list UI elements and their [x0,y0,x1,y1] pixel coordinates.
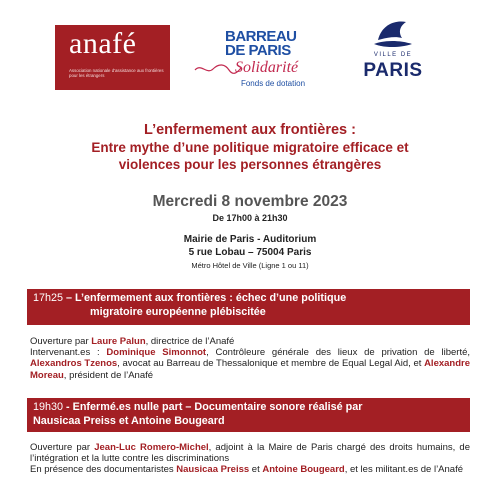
session-2-details [30,442,470,476]
session-1-title-line1: – L’enfermement aux frontières : échec d’une politique [63,292,347,304]
session-1-opening [30,336,470,347]
session-1-speakers-prefix: Intervenant.es : [30,347,107,359]
barreau-logo-fonds: Fonds de dotation [240,79,306,88]
session-2-opening [30,442,470,464]
title-line-1: L’enfermement aux frontières : [144,122,356,138]
session-1-time: 17h25 [33,292,64,304]
anafe-logo [55,25,170,90]
session-2-opening-suffix: , adjoint à la Maire de Paris chargé des droits humains, de l’intégration et la lutte contre les discriminations [30,442,470,465]
session-2-presence-name-1: Nausicaa Preiss [176,464,250,476]
event-date: Mercredi 8 novembre 2023 [152,193,348,210]
event-title [0,122,500,173]
session-2-band [27,398,470,432]
barreau-logo [193,27,353,92]
session-2-title-line1: - Enfermé.es nulle part – Documentaire sonore réalisé par [63,401,363,413]
paris-logo-small: VILLE DE [373,52,413,58]
session-1-speaker-2-role: , avocat au Barreau de Thessalonique et membre de Equal Legal Aid, et [117,358,425,370]
venue-metro: Métro Hôtel de Ville (Ligne 1 ou 11) [191,261,309,270]
session-1-speakers [30,347,470,381]
session-2-presence-suffix: , et les militant.es de l’Anafé [344,464,464,476]
paris-logo-big: PARIS [363,60,423,81]
session-1-speaker-2: Alexandros Tzenos [30,358,118,370]
session-2-opening-name: Jean-Luc Romero-Michel [94,442,209,453]
session-2-title-line2: Nausicaa Preiss et Antoine Bougeard [33,415,225,427]
session-2-opening-prefix: Ouverture par [30,442,95,453]
anafe-logo-word: anafé [69,27,137,60]
session-1-speaker-1: Dominique Simonnot [106,347,207,359]
session-1-details [30,336,470,381]
venue-address: 5 rue Lobau – 75004 Paris [188,247,312,258]
session-1-opening-name: Laure Palun [91,336,146,347]
session-1-opening-prefix: Ouverture par [30,336,92,347]
barreau-logo-line2: DE PARIS [225,42,291,59]
session-1-speaker-3: Alexandre Moreau [30,358,470,381]
session-1-title-line2: migratoire européenne plébiscitée [90,306,266,318]
session-1-band [27,289,470,325]
event-time: De 17h00 à 21h30 [212,213,288,223]
session-2-presence-name-2: Antoine Bougeard [262,464,345,476]
anafe-logo-subtitle: Association nationale d'assistance aux frontières pour les étrangers [69,68,164,79]
session-1-opening-suffix: , directrice de l’Anafé [145,336,235,347]
session-2-presence-mid: et [249,464,263,476]
logo-bar [0,0,500,100]
title-line-2: Entre mythe d’une politique migratoire efficace et [91,140,409,155]
paris-logo [358,18,428,86]
session-2-presence-prefix: En présence des documentaristes [30,464,177,476]
session-1-speaker-1-role: , Contrôleure générale des lieux de privation de liberté, [206,347,471,359]
barreau-logo-solidarite: Solidarité [235,59,299,76]
session-1-speaker-3-role: , président de l’Anafé [63,369,154,381]
barreau-logo-line1: BARREAU [225,28,297,45]
ship-icon [372,18,414,50]
venue-name: Mairie de Paris - Auditorium [183,234,317,245]
session-2-time: 19h30 [33,401,64,413]
session-2-presence [30,464,470,475]
title-line-3: violences pour les personnes étrangères [118,157,382,172]
